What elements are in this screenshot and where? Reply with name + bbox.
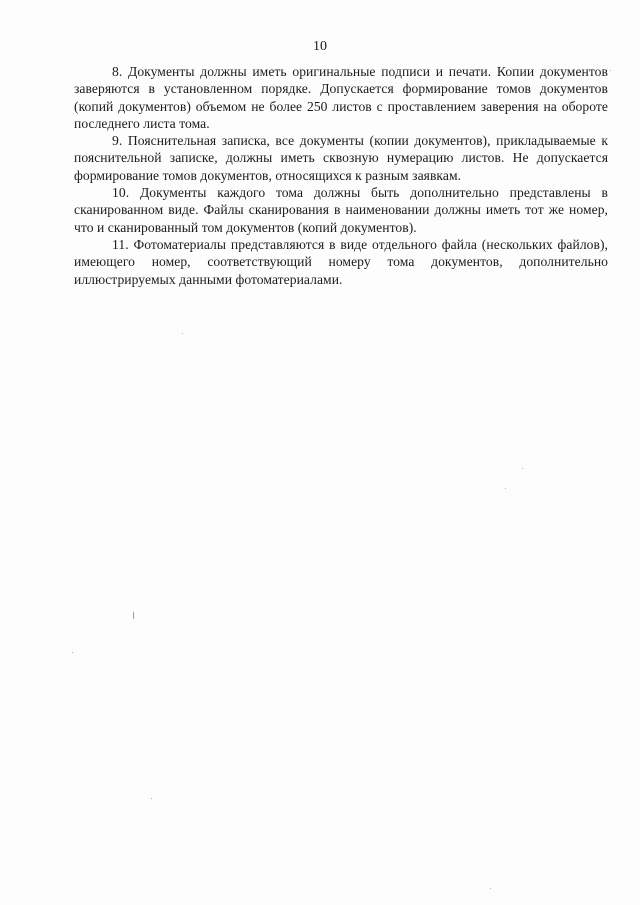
scan-speck	[133, 612, 134, 619]
page-number: 10	[313, 39, 327, 54]
scan-speck	[522, 468, 523, 469]
paragraph-10: 10. Документы каждого тома должны быть дополнительно представлены в сканированном виде. Файлы сканирования в наименовании должны иметь тот же номер, что и сканированный том документов (копий документов).	[74, 185, 608, 235]
scan-speck	[610, 70, 611, 71]
paragraph-8: 8. Документы должны иметь оригинальные подписи и печати. Копии документов заверяются в установленном порядке. Допускается формирование томов документов (копий документов) объемом не более 250 листов с проставлением заверения на обороте последнего листа тома.	[74, 64, 608, 131]
scan-speck	[490, 888, 491, 889]
scan-speck	[72, 652, 73, 653]
scan-speck	[505, 488, 506, 489]
paragraph-9: 9. Пояснительная записка, все документы (копии документов), прикладываемые к пояснительной записке, должны иметь сквозную нумерацию листов. Не допускается формирование томов документов, относящихся к разным заявкам.	[74, 133, 608, 183]
scan-speck	[151, 798, 152, 799]
paragraph-11: 11. Фотоматериалы представляются в виде отдельного файла (нескольких файлов), имеющего номер, соответствующий номеру тома документов, дополнительно иллюстрируемых данными фотоматериалами.	[74, 236, 608, 287]
scan-speck	[182, 333, 183, 334]
document-body	[74, 63, 608, 288]
